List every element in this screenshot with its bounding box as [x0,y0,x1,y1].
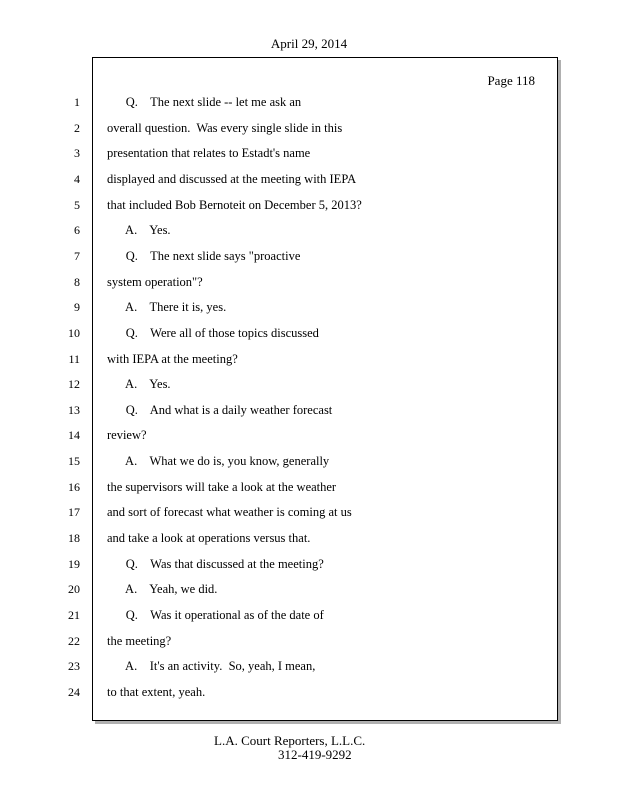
line-number: 7 [74,249,80,263]
transcript-line: and sort of forecast what weather is coming at us [107,505,352,519]
line-number: 9 [74,300,80,314]
transcript-line: system operation"? [107,275,203,289]
transcript-line: review? [107,428,147,442]
transcript-line: A. It's an activity. So, yeah, I mean, [107,659,316,673]
transcript-line: presentation that relates to Estadt's name [107,146,311,160]
line-number: 6 [74,223,80,237]
transcript-line: A. What we do is, you know, generally [107,454,330,468]
line-number: 11 [68,352,80,366]
transcript-line: A. Yes. [107,377,171,391]
line-number: 24 [68,685,80,699]
transcript-line: overall question. Was every single slide in this [107,121,343,135]
footer-phone: 312-419-9292 [278,747,352,762]
line-number: 4 [74,172,80,186]
line-number: 14 [68,428,80,442]
line-number: 12 [68,377,80,391]
line-number: 16 [68,480,80,494]
transcript-line: Q. Was it operational as of the date of [107,608,324,622]
transcript-line: and take a look at operations versus that. [107,531,311,545]
transcript-line: Q. Were all of those topics discussed [107,326,319,340]
transcript-line: that included Bob Bernoteit on December 5, 2013? [107,198,362,212]
line-number: 15 [68,454,80,468]
transcript-line: displayed and discussed at the meeting with IEPA [107,172,357,186]
line-number: 5 [74,198,80,212]
line-number: 22 [68,634,80,648]
line-number: 23 [68,659,80,673]
transcript-line: Q. Was that discussed at the meeting? [107,557,324,571]
line-number: 17 [68,505,80,519]
transcript-line: to that extent, yeah. [107,685,206,699]
transcript-line: Q. The next slide -- let me ask an [107,95,302,109]
footer-company: L.A. Court Reporters, L.L.C. [214,733,366,748]
line-number: 21 [68,608,80,622]
line-number: 19 [68,557,80,571]
transcript-line: the meeting? [107,634,172,648]
line-number: 20 [68,582,80,596]
transcript-line: the supervisors will take a look at the weather [107,480,337,494]
transcript-line: Q. And what is a daily weather forecast [107,403,333,417]
page-number: Page 118 [487,73,535,88]
transcript-line: A. Yes. [107,223,171,237]
line-number: 3 [74,146,80,160]
line-number: 1 [74,95,80,109]
transcript-line: with IEPA at the meeting? [107,352,238,366]
line-number: 10 [68,326,80,340]
transcript-line: A. Yeah, we did. [107,582,218,596]
line-number: 13 [68,403,80,417]
transcript-line: Q. The next slide says "proactive [107,249,301,263]
line-number: 2 [74,121,80,135]
transcript-line: A. There it is, yes. [107,300,227,314]
line-number: 18 [68,531,80,545]
header-date: April 29, 2014 [270,36,348,51]
line-number: 8 [74,275,80,289]
